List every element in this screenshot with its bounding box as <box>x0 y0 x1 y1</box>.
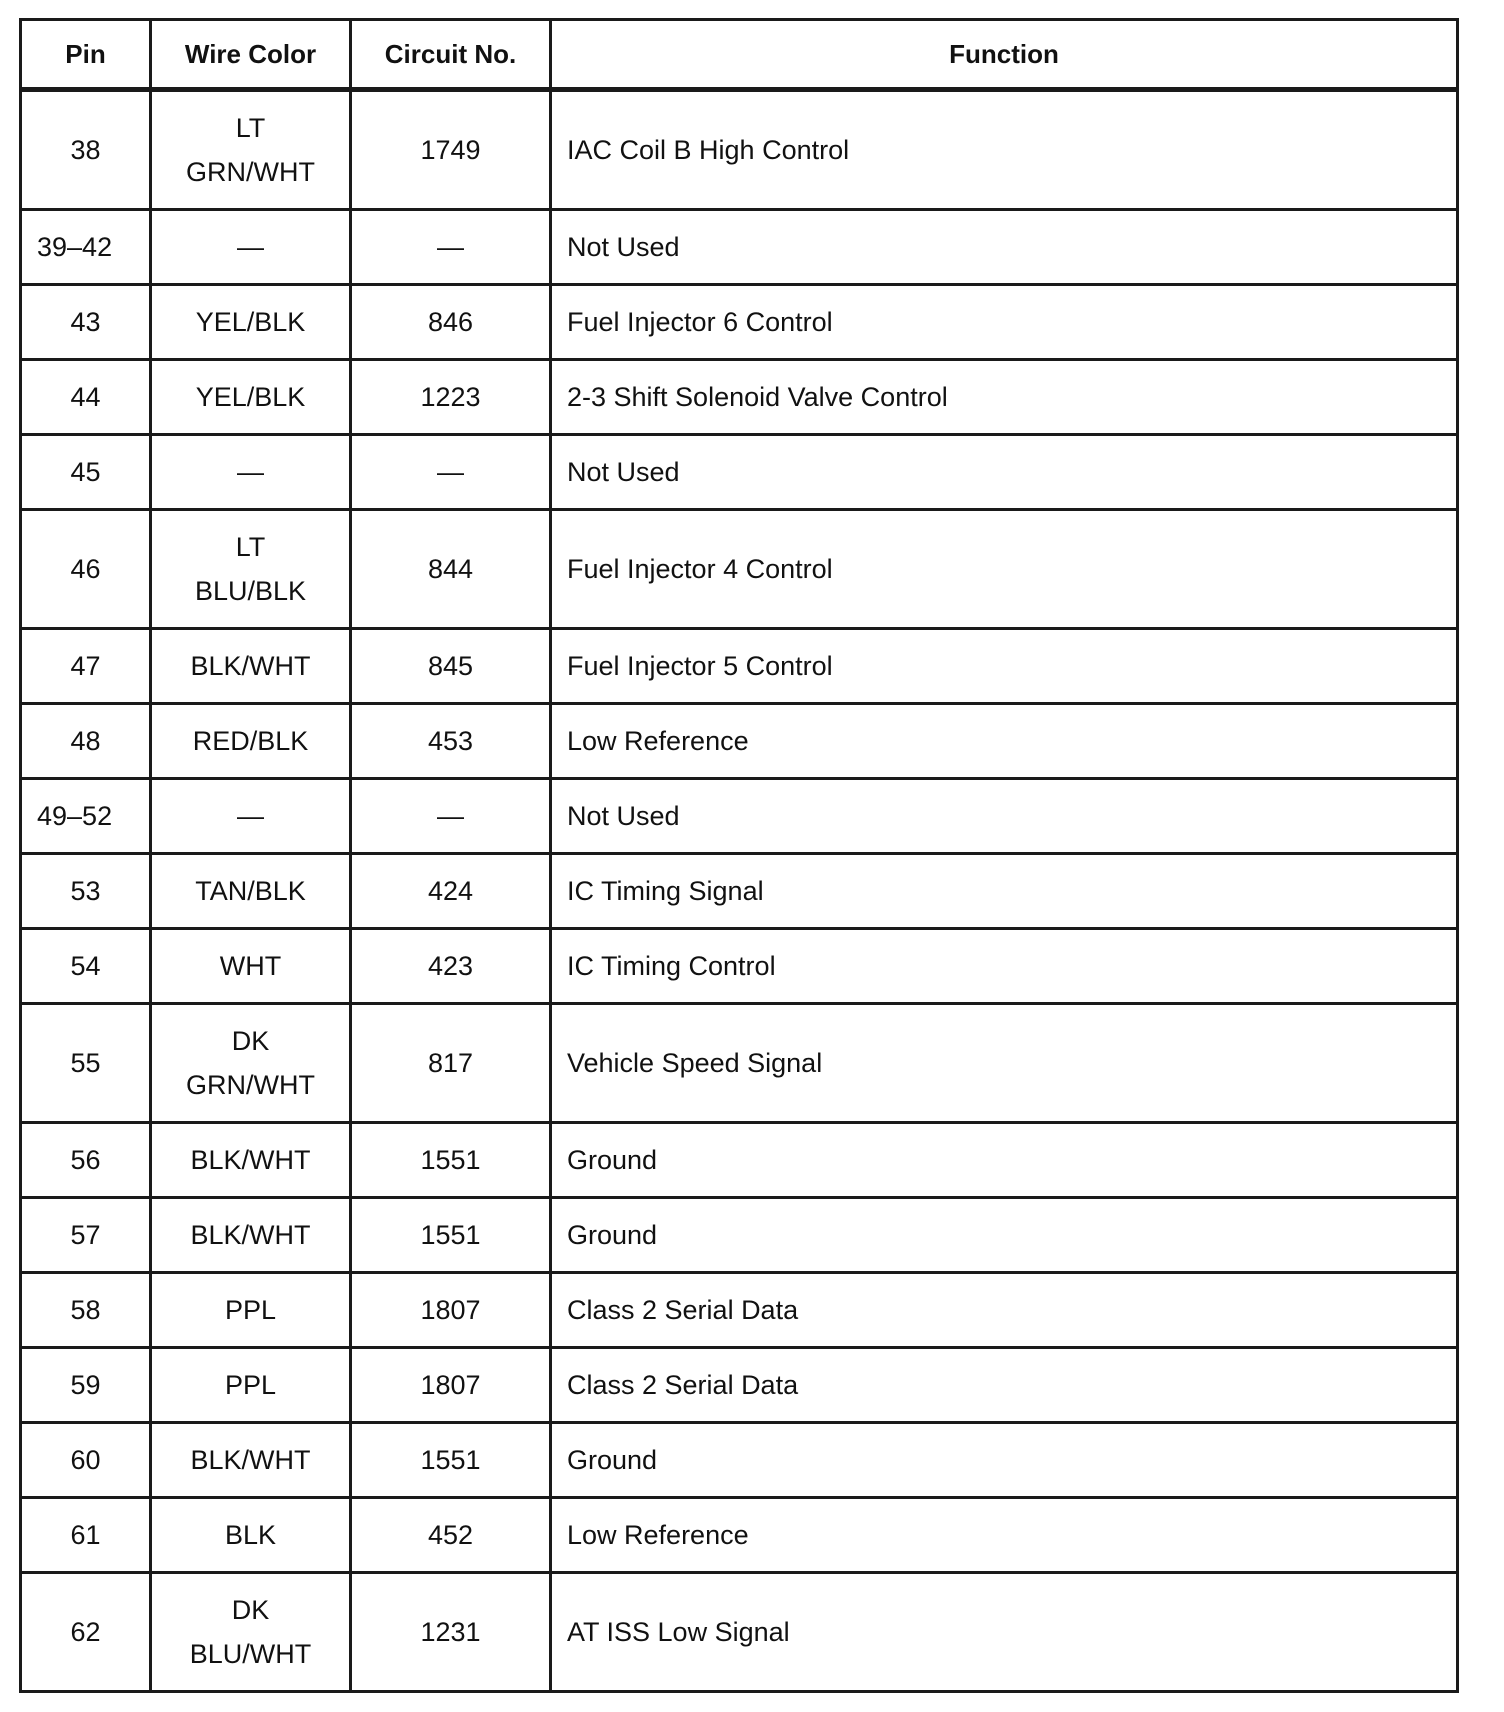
header-pin: Pin <box>21 20 151 90</box>
pin-cell: 62 <box>21 1573 151 1692</box>
function-cell: Not Used <box>551 779 1458 854</box>
wire-color-cell <box>151 510 351 629</box>
pin-cell: 57 <box>21 1198 151 1273</box>
table-row <box>21 360 1458 435</box>
function-cell: Ground <box>551 1123 1458 1198</box>
wire-color-cell: PPL <box>151 1273 351 1348</box>
pin-cell: 49–52 <box>21 779 151 854</box>
function-cell: Low Reference <box>551 1498 1458 1573</box>
table-row <box>21 1273 1458 1348</box>
circuit-cell: 817 <box>351 1004 551 1123</box>
wire-color-line-2: BLU/WHT <box>189 1639 312 1669</box>
pin-cell: 39–42 <box>21 210 151 285</box>
table-row <box>21 1348 1458 1423</box>
circuit-cell: 846 <box>351 285 551 360</box>
pin-cell: 53 <box>21 854 151 929</box>
circuit-cell: 424 <box>351 854 551 929</box>
wire-color-cell: BLK/WHT <box>151 629 351 704</box>
wire-color-cell: BLK/WHT <box>151 1423 351 1498</box>
wire-color-cell: BLK/WHT <box>151 1123 351 1198</box>
connector-pinout-table-container <box>19 18 1456 1693</box>
circuit-cell: 845 <box>351 629 551 704</box>
pin-cell: 61 <box>21 1498 151 1573</box>
pin-cell: 54 <box>21 929 151 1004</box>
wire-color-cell: YEL/BLK <box>151 360 351 435</box>
wire-color-line-1: LT <box>235 113 266 143</box>
pin-cell: 60 <box>21 1423 151 1498</box>
circuit-cell: 1231 <box>351 1573 551 1692</box>
table-row <box>21 629 1458 704</box>
function-cell: Class 2 Serial Data <box>551 1348 1458 1423</box>
wire-color-line-1: LT <box>235 532 266 562</box>
wire-color-cell: WHT <box>151 929 351 1004</box>
pin-cell: 59 <box>21 1348 151 1423</box>
function-cell: Ground <box>551 1198 1458 1273</box>
function-cell: Fuel Injector 4 Control <box>551 510 1458 629</box>
circuit-cell: 1749 <box>351 90 551 210</box>
table-row <box>21 1004 1458 1123</box>
function-cell: Not Used <box>551 210 1458 285</box>
circuit-cell: 1807 <box>351 1273 551 1348</box>
circuit-cell: — <box>351 779 551 854</box>
wire-color-cell: BLK <box>151 1498 351 1573</box>
wire-color-cell: RED/BLK <box>151 704 351 779</box>
circuit-cell: 453 <box>351 704 551 779</box>
wire-color-line-2: BLU/BLK <box>194 576 307 606</box>
table-row <box>21 779 1458 854</box>
pin-cell: 46 <box>21 510 151 629</box>
circuit-cell: 452 <box>351 1498 551 1573</box>
wire-color-cell: — <box>151 779 351 854</box>
wire-color-cell: BLK/WHT <box>151 1198 351 1273</box>
wire-color-line-1: DK <box>231 1026 270 1056</box>
wire-color-cell: — <box>151 210 351 285</box>
function-cell: Class 2 Serial Data <box>551 1273 1458 1348</box>
pin-cell: 45 <box>21 435 151 510</box>
pin-cell: 47 <box>21 629 151 704</box>
table-row <box>21 435 1458 510</box>
table-row <box>21 929 1458 1004</box>
circuit-cell: — <box>351 210 551 285</box>
circuit-cell: 1807 <box>351 1348 551 1423</box>
wire-color-cell <box>151 90 351 210</box>
pin-cell: 55 <box>21 1004 151 1123</box>
wire-color-line-1: DK <box>231 1595 270 1625</box>
function-cell: Not Used <box>551 435 1458 510</box>
circuit-cell: — <box>351 435 551 510</box>
function-cell: 2-3 Shift Solenoid Valve Control <box>551 360 1458 435</box>
header-wire-color: Wire Color <box>151 20 351 90</box>
wire-color-cell: TAN/BLK <box>151 854 351 929</box>
table-row <box>21 1123 1458 1198</box>
table-row <box>21 285 1458 360</box>
table-row <box>21 1423 1458 1498</box>
function-cell: Fuel Injector 5 Control <box>551 629 1458 704</box>
pin-cell: 44 <box>21 360 151 435</box>
table-header-row <box>21 20 1458 90</box>
pin-cell: 56 <box>21 1123 151 1198</box>
function-cell: Low Reference <box>551 704 1458 779</box>
function-cell: Fuel Injector 6 Control <box>551 285 1458 360</box>
function-cell: Ground <box>551 1423 1458 1498</box>
wire-color-cell <box>151 1004 351 1123</box>
pin-cell: 43 <box>21 285 151 360</box>
function-cell: IC Timing Signal <box>551 854 1458 929</box>
circuit-cell: 1551 <box>351 1423 551 1498</box>
circuit-cell: 423 <box>351 929 551 1004</box>
pin-cell: 38 <box>21 90 151 210</box>
table-row <box>21 704 1458 779</box>
circuit-cell: 1551 <box>351 1198 551 1273</box>
table-row <box>21 854 1458 929</box>
pin-cell: 58 <box>21 1273 151 1348</box>
circuit-cell: 1223 <box>351 360 551 435</box>
circuit-cell: 844 <box>351 510 551 629</box>
header-function: Function <box>551 20 1458 90</box>
wire-color-line-2: GRN/WHT <box>186 157 315 187</box>
table-row <box>21 1498 1458 1573</box>
table-row <box>21 90 1458 210</box>
wire-color-cell: — <box>151 435 351 510</box>
pin-cell: 48 <box>21 704 151 779</box>
table-row <box>21 510 1458 629</box>
wire-color-cell: YEL/BLK <box>151 285 351 360</box>
connector-pinout-table <box>19 18 1459 1693</box>
function-cell: Vehicle Speed Signal <box>551 1004 1458 1123</box>
table-row <box>21 1198 1458 1273</box>
circuit-cell: 1551 <box>351 1123 551 1198</box>
header-circuit-no: Circuit No. <box>351 20 551 90</box>
wire-color-cell: PPL <box>151 1348 351 1423</box>
function-cell: AT ISS Low Signal <box>551 1573 1458 1692</box>
function-cell: IC Timing Control <box>551 929 1458 1004</box>
table-row <box>21 210 1458 285</box>
table-row <box>21 1573 1458 1692</box>
wire-color-cell <box>151 1573 351 1692</box>
function-cell: IAC Coil B High Control <box>551 90 1458 210</box>
wire-color-line-2: GRN/WHT <box>186 1070 315 1100</box>
